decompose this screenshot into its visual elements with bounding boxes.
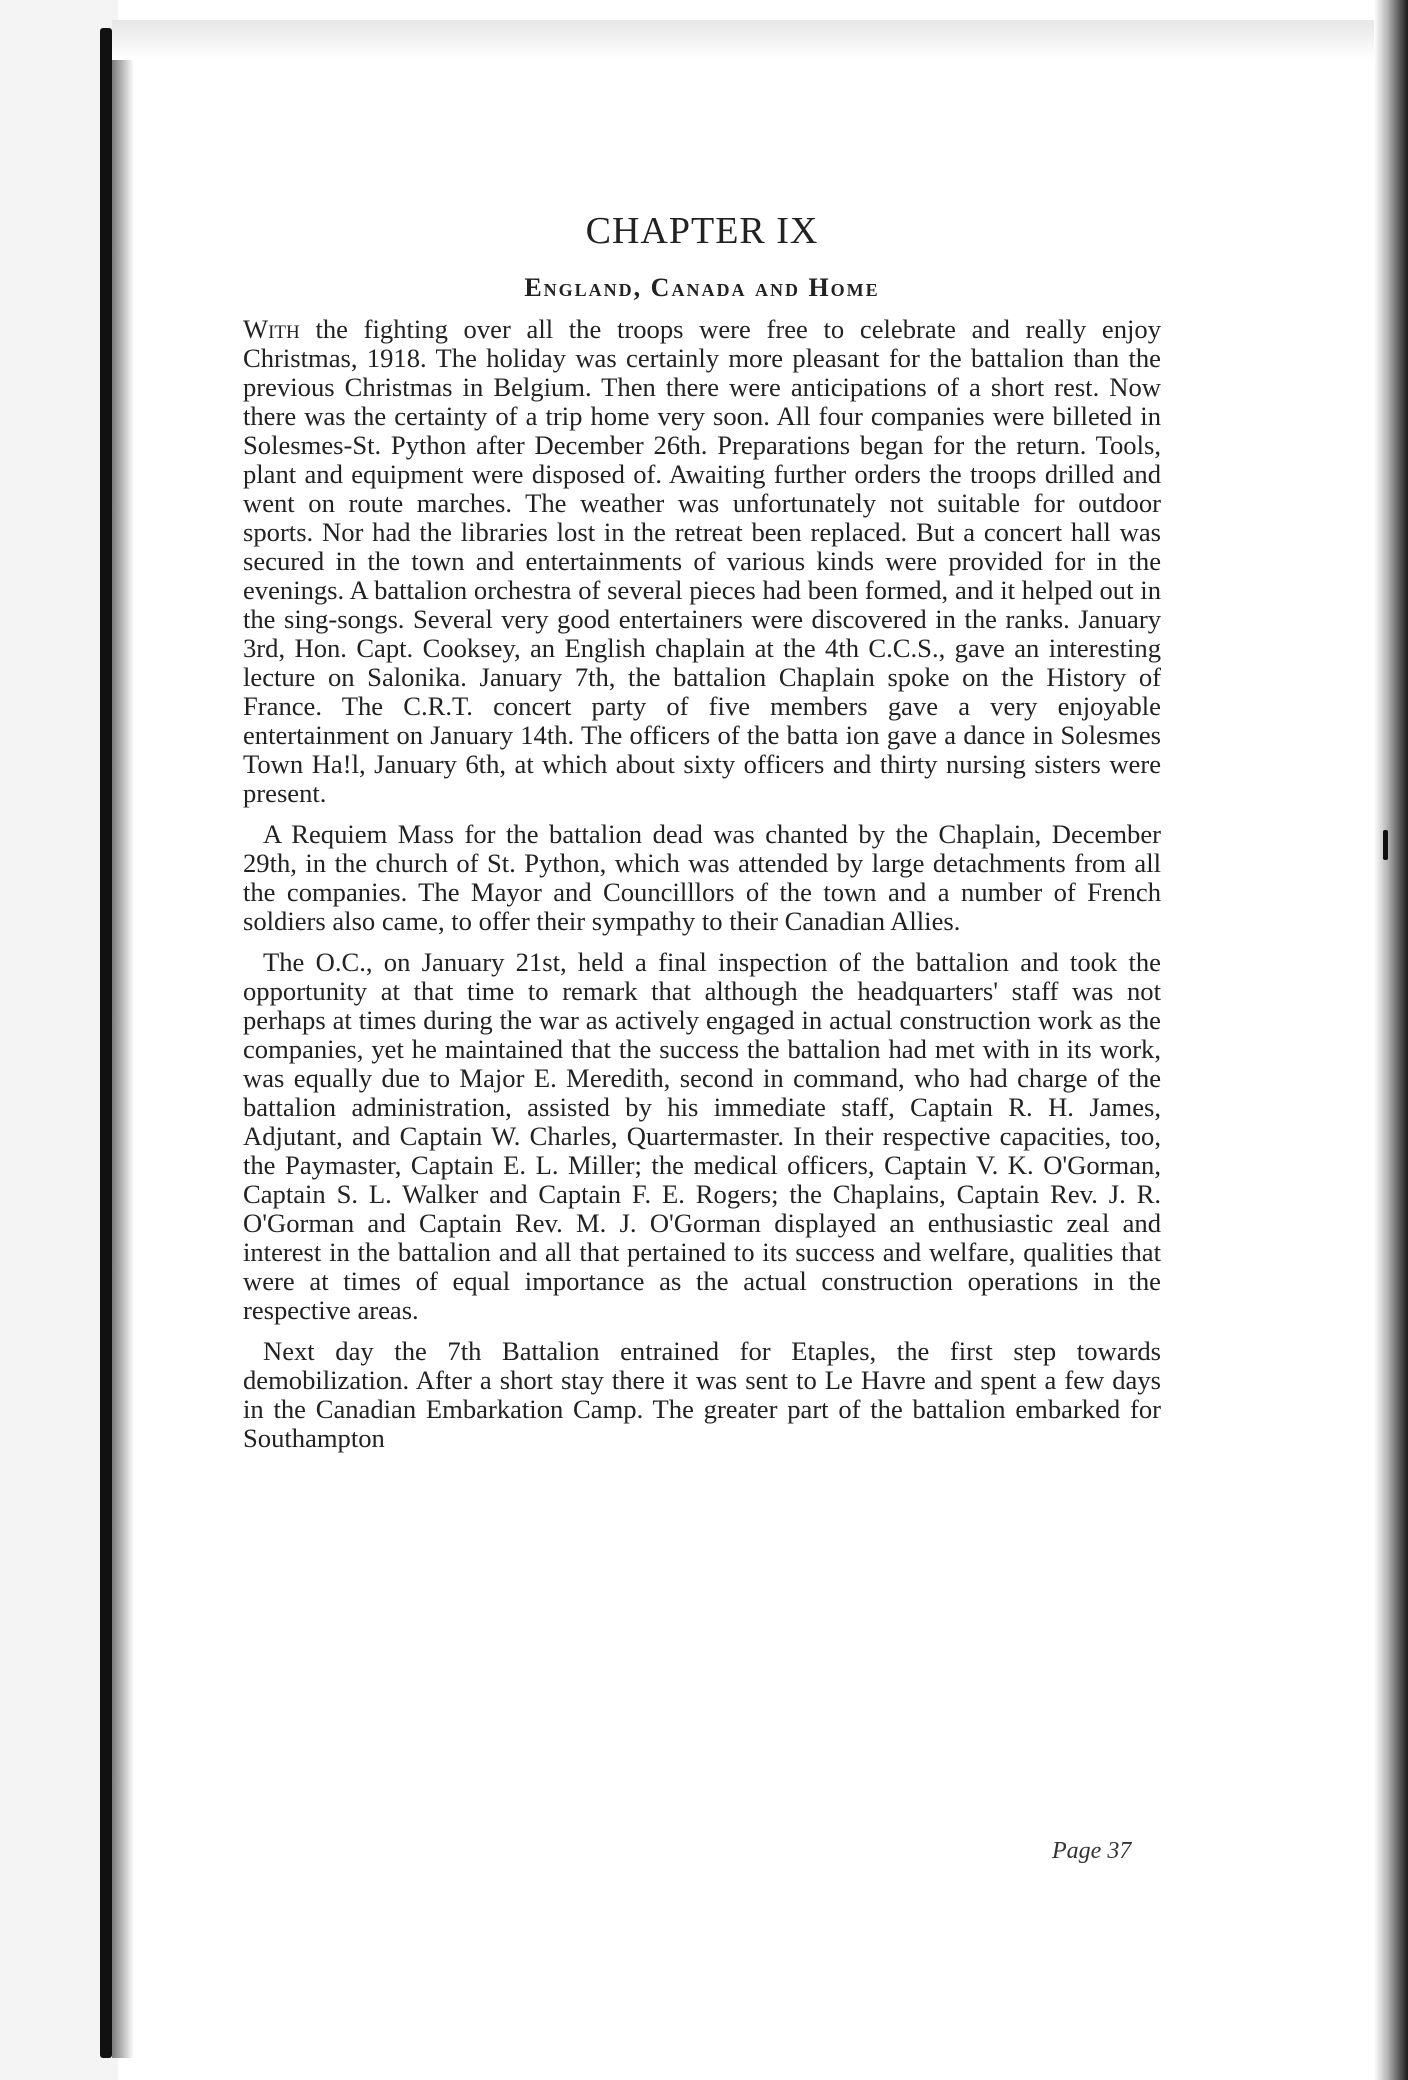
binding-edge bbox=[100, 28, 112, 2058]
page-content bbox=[243, 205, 1161, 1453]
paragraph-2: A Requiem Mass for the battalion dead was chanted by the Chaplain, December 29th, in the church of St. Python, which was attended by large detachments from all the companies. The Mayor and Councilllors of the town and a number of French soldiers also came, to offer their sympathy to their Canadian Allies. bbox=[243, 819, 1161, 936]
paragraph-3: The O.C., on January 21st, held a final inspection of the battalion and took the opportunity at that time to remark that although the headquarters' staff was not perhaps at times during the war as actively engaged in actual construction work as the companies, yet he maintained that the success the battalion had met with in its work, was equally due to Major E. Meredith, second in command, who had charge of the battalion administration, assisted by his immediate staff, Captain R. H. James, Adjutant, and Captain W. Charles, Quartermaster. In their respective capacities, too, the Paymaster, Captain E. L. Miller; the medical officers, Captain V. K. O'Gorman, Captain S. L. Walker and Captain F. E. Rogers; the Chaplains, Captain Rev. J. R. O'Gorman and Captain Rev. M. J. O'Gorman displayed an enthusiastic zeal and interest in the battalion and all that pertained to its success and welfare, qualities that were at times of equal importance as the actual construction operations in the respective areas. bbox=[243, 947, 1161, 1325]
paragraph-1-text: the fighting over all the troops were free to celebrate and really enjoy Christmas, 1918. The holiday was certainly more pleasant for the battalion than the previous Christmas in Belgium. Then there were anticipations of a short rest. Now there was the certainty of a trip home very soon. All four companies were billeted in Solesmes-St. Python after December 26th. Preparations began for the return. Tools, plant and equipment were disposed of. Awaiting further orders the troops drilled and went on route marches. The weather was unfortunately not suitable for outdoor sports. Nor had the libraries lost in the retreat been replaced. But a concert hall was secured in the town and entertainments of various kinds were provided for in the evenings. A battalion orchestra of several pieces had been formed, and it helped out in the sing-songs. Several very good entertainers were discovered in the ranks. January 3rd, Hon. Capt. Cooksey, an English chaplain at the 4th C.C.S., gave an interesting lecture on Salonika. January 7th, the battalion Chaplain spoke on the History of France. The C.R.T. concert party of five members gave a very enjoyable entertainment on January 14th. The officers of the batta ion gave a dance in Solesmes Town Ha!l, January 6th, at which about sixty officers and thirty nursing sisters were present. bbox=[243, 314, 1161, 808]
page-number: Page 37 bbox=[1052, 1838, 1132, 1864]
top-shadow bbox=[112, 20, 1392, 60]
paragraph-1 bbox=[243, 315, 1161, 808]
binding-shadow bbox=[112, 28, 134, 2058]
chapter-title: CHAPTER IX bbox=[585, 210, 819, 252]
paragraph-4: Next day the 7th Battalion entrained for Etaples, the first step towards demobilization. After a short stay there it was sent to Le Havre and spent a few days in the Canadian Embarkation Camp. The greater part of the battalion embarked for Southampton bbox=[243, 1336, 1161, 1453]
paragraph-1-first-word: With bbox=[243, 314, 300, 344]
page-right-edge bbox=[1374, 0, 1408, 2080]
page-edge-mark bbox=[1383, 830, 1388, 860]
chapter-subtitle: England, Canada and Home bbox=[524, 273, 880, 302]
